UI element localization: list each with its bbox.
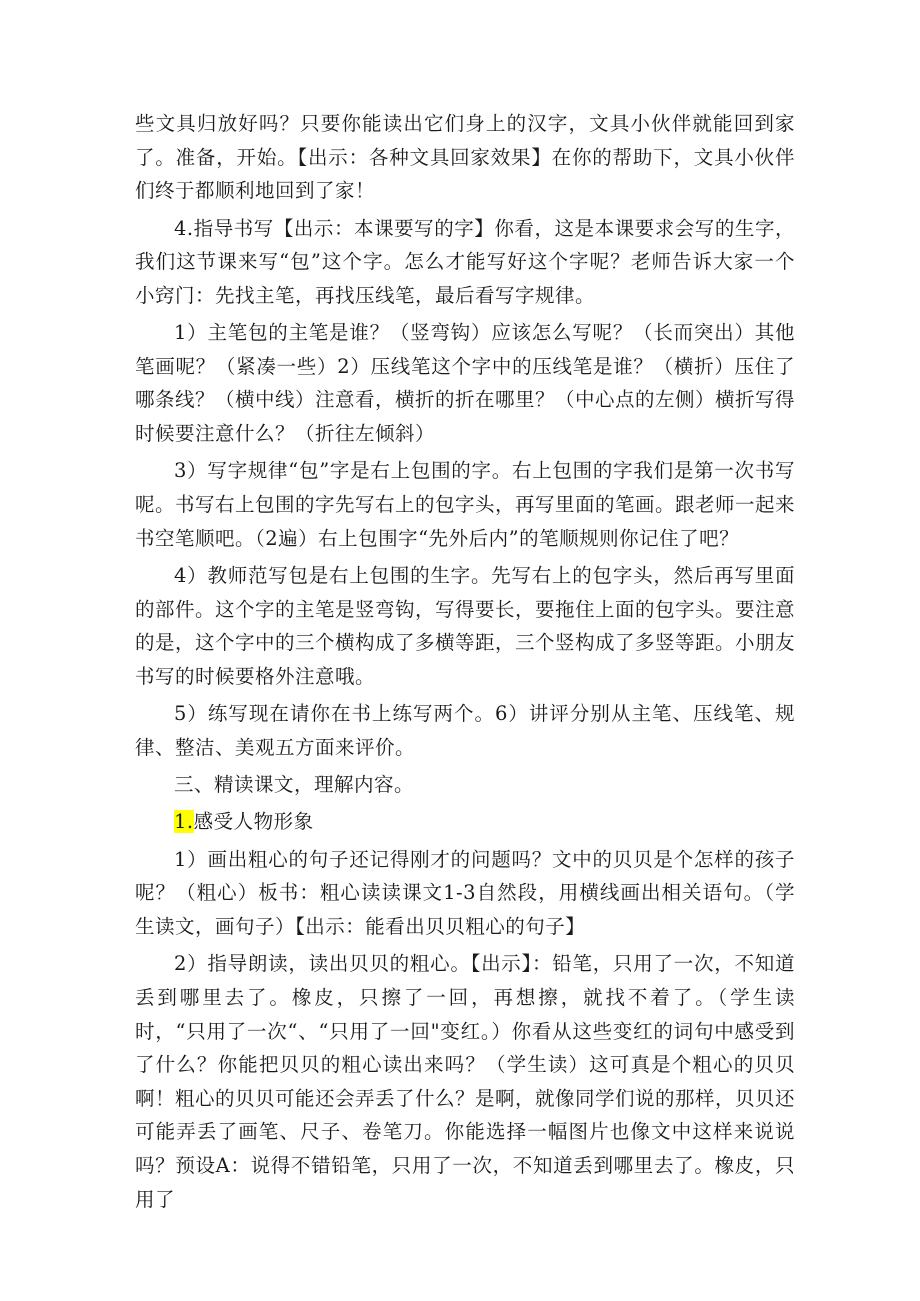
subsection-heading xyxy=(135,805,795,839)
paragraph: 4.指导书写【出示：本课要写的字】你看，这是本课要求会写的生字，我们这节课来写“包”这个字。怎么才能写好这个字呢？老师告诉大家一个小窍门：先找主笔，再找压线笔，最后看写字规律。 xyxy=(135,216,795,307)
paragraph: 2）指导朗读，读出贝贝的粗心。【出示】：铅笔，只用了一次，不知道丢到哪里去了。橡皮，只擦了一回，再想擦，就找不着了。（学生读时，“只用了一次“、“只用了一回"变红。）你看从这些变红的词句中感受到了什么？你能把贝贝的粗心读出来吗？（学生读）这可真是个粗心的贝贝啊！粗心的贝贝可能还会弄丢了什么？是啊，就像同学们说的那样，贝贝还可能弄丢了画笔、尺子、卷笔刀。你能选择一幅图片也像文中这样来说说吗？预设A：说得不错铅笔，只用了一次，不知道丢到哪里去了。橡皮，只用了 xyxy=(135,952,796,1211)
document-body xyxy=(135,107,795,1220)
paragraph: 些文具归放好吗？只要你能读出它们身上的汉字，文具小伙伴就能回到家了。准备，开始。【出示：各种文具回家效果】在你的帮助下，文具小伙伴们终于都顺利地回到了家！ xyxy=(135,112,795,203)
paragraph: 1）主笔包的主笔是谁？（竖弯钩）应该怎么写呢？（长而突出）其他笔画呢？（紧凑一些）2）压线笔这个字中的压线笔是谁？（横折）压住了哪条线？（横中线）注意看，横折的折在哪里？（中心点的左侧）横折写得时候要注意什么？（折往左倾斜） xyxy=(135,321,796,445)
paragraph: 4）教师范写包是右上包围的生字。先写右上的包字头，然后再写里面的部件。这个字的主笔是竖弯钩，写得要长，要拖住上面的包字头。要注意的是，这个字中的三个横构成了多横等距，三个竖构成了多竖等距。小朋友书写的时候要格外注意哦。 xyxy=(135,563,796,688)
highlighted-number: 1. xyxy=(174,810,194,834)
section-heading: 三、精读课文，理解内容。 xyxy=(174,773,415,797)
paragraph: 3）写字规律“包”字是右上包围的字。右上包围的字我们是第一次书写呢。书写右上包围的字先写右上的包字头，再写里面的笔画。跟老师一起来书空笔顺吧。（2遍）右上包围字“先外后内”的笔顺规则你记住了吧？ xyxy=(135,459,796,550)
paragraph: 1）画出粗心的句子还记得刚才的问题吗？文中的贝贝是个怎样的孩子呢？（粗心）板书：粗心读读课文1-3自然段，用横线画出相关语句。（学生读文，画句子）【出示：能看出贝贝粗心的句子】 xyxy=(135,847,795,939)
paragraph: 5）练写现在请你在书上练写两个。6）讲评分别从主笔、压线笔、规律、整洁、美观五方面来评价。 xyxy=(135,702,795,759)
subsection-title: 感受人物形象 xyxy=(193,810,314,834)
